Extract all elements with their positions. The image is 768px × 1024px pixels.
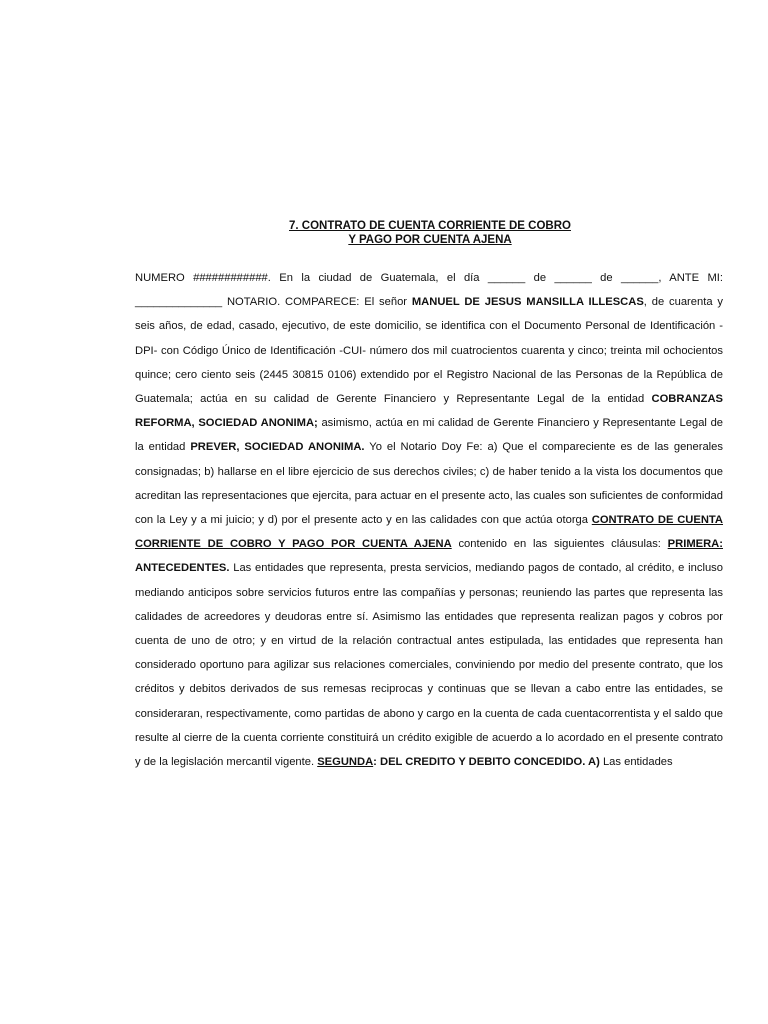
title-line-2: Y PAGO POR CUENTA AJENA <box>348 234 512 246</box>
body-text-segment: , de cuarenta y seis años, de edad, casado, ejecutivo, de este domicilio, se identifica con el Documento Personal de Identificación -DPI- con Código Único de Identificación -CUI- número dos mil cuatrocientos cuarenta y cinco; treinta mil ochocientos quince; cero ciento seis (2445 30815 0106) extendido por el Registro Nacional de las Personas de la República de Guatemala; actúa en su calidad de Gerente Financiero y Representante Legal de la entidad <box>135 296 723 406</box>
body-text-segment: NUMERO ############. En la ciudad de Guatemala, el día ______ de ______ de ______, ANTE MI: ______________ NOTARIO. COMPARECE: El señor <box>135 272 723 309</box>
body-text-segment: COBRANZAS REFORMA, SOCIEDAD ANONIMA; <box>135 393 723 430</box>
body-text-segment: PREVER, SOCIEDAD ANONIMA. <box>190 441 365 454</box>
body-text-segment: Yo el Notario Doy Fe: a) Que el compareciente es de las generales consignadas; b) hallarse en el libre ejercicio de sus derechos civiles; c) de haber tenido a la vista los documentos que acreditan las representaciones que ejercita, para actuar en el presente acto, las cuales son suficientes de conformidad con la Ley y a mi juicio; y d) por el presente acto y en las calidades con que actúa otorga <box>135 441 723 527</box>
document-title <box>0 219 768 247</box>
body-text-segment: Las entidades <box>599 756 673 769</box>
body-text-segment: asimismo, actúa en mi calidad de Gerente Financiero y Representante Legal de la entidad <box>135 417 724 454</box>
body-text-segment: MANUEL DE JESUS MANSILLA ILLESCAS <box>411 296 644 309</box>
body-text-segment: PRIMERA: <box>667 538 723 551</box>
body-text-segment: SEGUNDA <box>317 756 374 769</box>
body-text-segment: : DEL CREDITO Y DEBITO CONCEDIDO. A) <box>373 756 600 769</box>
title-line-1: 7. CONTRATO DE CUENTA CORRIENTE DE COBRO <box>289 220 571 232</box>
body-text-segment: Las entidades que representa, presta servicios, mediando pagos de contado, al crédito, e incluso mediando anticipos sobre servicios futuros entre las compañías y personas; reuniendo las partes que representa las calidades de acreedores y deudoras entre sí. Asimismo las entidades que representa realizan pagos y cobros por cuenta de uno de otro; y en virtud de la relación contractual antes estipulada, las entidades que representa han considerado oportuno para agilizar sus relaciones comerciales, conviniendo por medio del presente contrato, que los créditos y debitos derivados de sus remesas reciprocas y continuas que se llevan a cabo entre las entidades, se consideraran, respectivamente, como partidas de abono y cargo en la cuenta de cada cuentacorrentista y el saldo que resulte al cierre de la cuenta corriente constituirá un crédito exigible de acuerdo a lo acordado en el presente contrato y de la legislación mercantil vigente. <box>135 562 723 769</box>
body-text-segment: CONTRATO DE CUENTA CORRIENTE DE COBRO Y PAGO POR CUENTA AJENA <box>135 514 723 551</box>
contract-body-paragraph <box>135 266 723 774</box>
body-text-segment: ANTECEDENTES. <box>135 562 230 575</box>
body-text-segment: contenido en las siguientes cláusulas: <box>451 538 668 551</box>
